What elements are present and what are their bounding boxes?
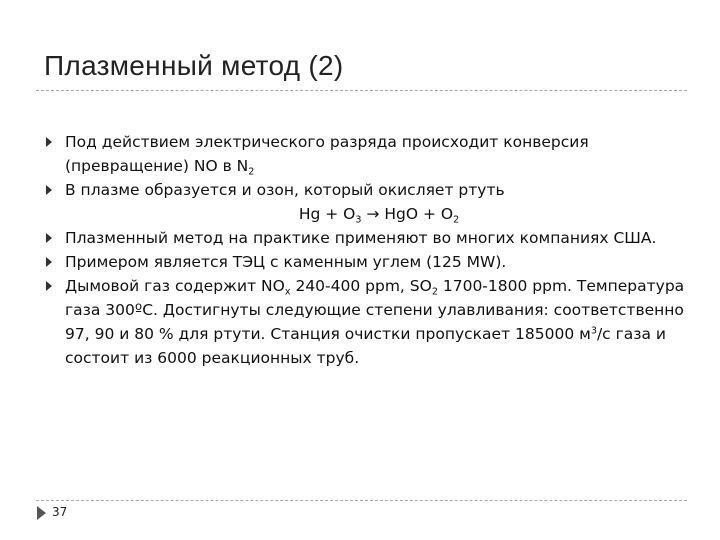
- bullet-item: [43, 178, 693, 202]
- triangle-right-icon: [46, 233, 52, 243]
- reaction-formula: [43, 202, 693, 226]
- subscript: 2: [248, 166, 255, 178]
- bullet-text: /с газа и состоит из 6000 реакционных труб.: [65, 325, 666, 367]
- bullet-item: [43, 250, 693, 274]
- subscript: 3: [355, 214, 362, 226]
- bullet-text: Примером является ТЭЦ с каменным углем (125 MW).: [65, 253, 507, 271]
- superscript: 3: [590, 325, 597, 337]
- bullet-text: 240-400 ppm, SO: [290, 277, 432, 295]
- triangle-right-icon: [46, 137, 52, 147]
- triangle-right-icon: [46, 185, 52, 195]
- bullet-item: [43, 130, 693, 178]
- formula-text: Hg + O: [298, 205, 356, 223]
- triangle-right-icon: [46, 257, 52, 267]
- bullet-text: 1700-1800 ppm. Температура газа 300ºС. Достигнуты следующие степени улавливания: соответственно 97, 90 и 80 % для ртути. Станция очистки пропускает 185000 м: [65, 277, 685, 343]
- formula-text: → HgO + O: [361, 205, 454, 223]
- bullet-item: [43, 226, 693, 250]
- bullet-text: В плазме образуется и озон, который окисляет ртуть: [65, 181, 505, 199]
- bullet-text: Плазменный метод на практике применяют во многих компаниях США.: [65, 229, 657, 247]
- bullet-item: [43, 274, 693, 370]
- footer-divider: [36, 500, 687, 501]
- triangle-right-icon: [46, 281, 52, 291]
- bullet-text: Под действием электрического разряда происходит конверсия (превращение) NO в N: [65, 133, 589, 175]
- triangle-right-icon: [37, 506, 46, 520]
- slide-content: [43, 130, 693, 370]
- bullet-text: Дымовой газ содержит NO: [65, 277, 285, 295]
- subscript: 2: [431, 286, 438, 298]
- subscript: 2: [453, 214, 460, 226]
- title-divider: [36, 90, 687, 91]
- slide-title: Плазменный метод (2): [44, 50, 344, 81]
- subscript: x: [284, 286, 291, 298]
- page-number: 37: [52, 505, 68, 519]
